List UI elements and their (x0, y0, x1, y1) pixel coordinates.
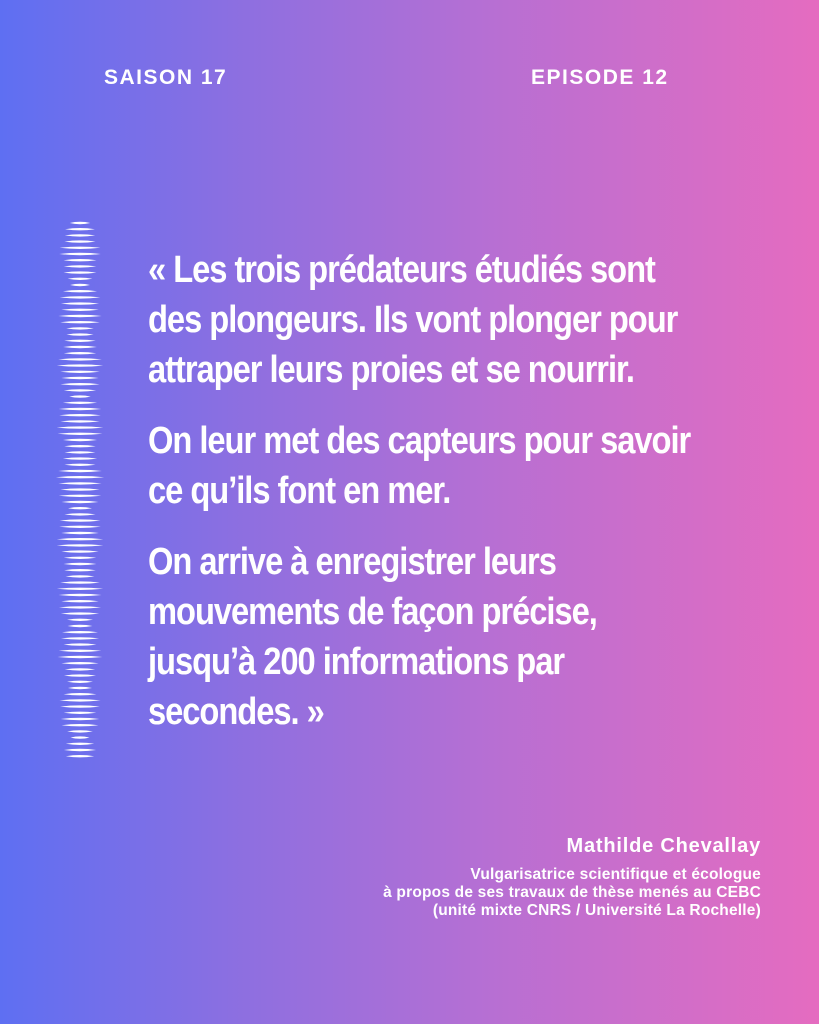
waveform-bar (62, 631, 98, 633)
waveform-bar (61, 550, 98, 552)
season-label: SAISON 17 (104, 66, 228, 89)
waveform-bar (62, 724, 99, 726)
waveform-bar (66, 755, 94, 757)
waveform-bar (59, 650, 102, 652)
waveform-bar (59, 495, 102, 497)
waveform-bar (58, 433, 103, 435)
sound-waveform-icon (52, 220, 108, 760)
waveform-bar (68, 507, 92, 509)
waveform-bar (60, 296, 101, 298)
waveform-bar (59, 408, 102, 410)
waveform-bar (64, 643, 97, 645)
waveform-bar (60, 247, 101, 249)
waveform-bar (61, 612, 99, 614)
waveform-bar (64, 464, 95, 466)
waveform-bar (63, 402, 97, 404)
waveform-bar (64, 259, 97, 261)
waveform-bar (64, 389, 96, 391)
waveform-bar (64, 265, 97, 267)
waveform-bar (60, 519, 101, 521)
waveform-bar (60, 488, 99, 490)
waveform-bar (60, 581, 100, 583)
waveform-bar (60, 420, 99, 422)
waveform-bar (61, 501, 98, 503)
waveform-bar (70, 222, 91, 224)
waveform-bar (59, 414, 101, 416)
waveform-bar (58, 656, 103, 658)
waveform-bar (64, 557, 97, 559)
quote-text (148, 245, 698, 758)
waveform-bar (65, 234, 95, 236)
waveform-bar (63, 271, 96, 273)
waveform-bar (58, 358, 102, 360)
waveform-bar (64, 674, 96, 676)
waveform-bar (57, 538, 103, 540)
waveform-bar (64, 240, 95, 242)
waveform-bar (70, 736, 89, 738)
waveform-bar (61, 309, 99, 311)
waveform-bar (61, 377, 98, 379)
waveform-bar (66, 333, 93, 335)
waveform-bar (63, 346, 97, 348)
episode-label: EPISODE 12 (531, 66, 669, 89)
waveform-bar (60, 371, 99, 373)
waveform-bar (58, 482, 101, 484)
waveform-bar (60, 383, 99, 385)
waveform-bar (58, 315, 101, 317)
quote-paragraph: « Les trois prédateurs étudiés sont des plongeurs. Ils vont plonger pour attraper leurs proies et se nourrir. (148, 249, 678, 391)
waveform-bar (57, 426, 104, 428)
waveform-bar (60, 321, 100, 323)
waveform-bar (61, 532, 99, 534)
waveform-bar (57, 544, 104, 546)
waveform-bar (64, 352, 96, 354)
waveform-bar (64, 749, 96, 751)
waveform-bar (64, 445, 95, 447)
waveform-bar (66, 575, 95, 577)
waveform-bar (63, 290, 97, 292)
waveform-bar (66, 327, 93, 329)
waveform-bar (64, 569, 96, 571)
waveform-bar (59, 253, 101, 255)
waveform-bar (61, 662, 98, 664)
waveform-bar (64, 451, 95, 453)
waveform-bar (64, 712, 97, 714)
waveform-bar (59, 606, 101, 608)
waveform-bar (67, 730, 93, 732)
waveform-bar (64, 693, 97, 695)
speaker-role (383, 866, 761, 920)
waveform-bar (67, 681, 93, 683)
quote-paragraph: On leur met des capteurs pour savoir ce qu’ils font en mer. (148, 420, 691, 512)
waveform-bar (64, 563, 97, 565)
waveform-bar (65, 668, 95, 670)
waveform-bar (63, 457, 97, 459)
waveform-bar (61, 600, 98, 602)
quote-paragraph: On arrive à enregistrer leurs mouvements de façon précise, jusqu’à 200 informations par secondes. » (148, 541, 597, 733)
waveform-bar (56, 476, 104, 478)
waveform-bar (59, 594, 102, 596)
waveform-bar (69, 395, 90, 397)
waveform-bar (58, 470, 102, 472)
waveform-bar (66, 743, 94, 745)
waveform-bar (68, 278, 93, 280)
waveform-bar (68, 625, 93, 627)
waveform-bar (64, 513, 95, 515)
speaker-role-line: à propos de ses travaux de thèse menés au CEBC (383, 884, 761, 901)
speaker-role-line: (unité mixte CNRS / Université La Rochelle) (432, 902, 761, 919)
waveform-bar (59, 526, 101, 528)
waveform-bar (70, 284, 90, 286)
waveform-bar (68, 687, 92, 689)
waveform-bar (59, 699, 100, 701)
waveform-bar (61, 637, 99, 639)
waveform-bar (60, 705, 100, 707)
waveform-bar (57, 364, 103, 366)
waveform-bar (65, 228, 95, 230)
speaker-role-line: Vulgarisatrice scientifique et écologue (470, 866, 761, 883)
waveform-bar (63, 439, 97, 441)
waveform-bar (64, 340, 96, 342)
waveform-bar (61, 718, 100, 720)
speaker-name: Mathilde Chevallay (566, 835, 761, 857)
waveform-bar (61, 302, 99, 304)
waveform-bar (67, 619, 93, 621)
waveform-bar (57, 588, 103, 590)
